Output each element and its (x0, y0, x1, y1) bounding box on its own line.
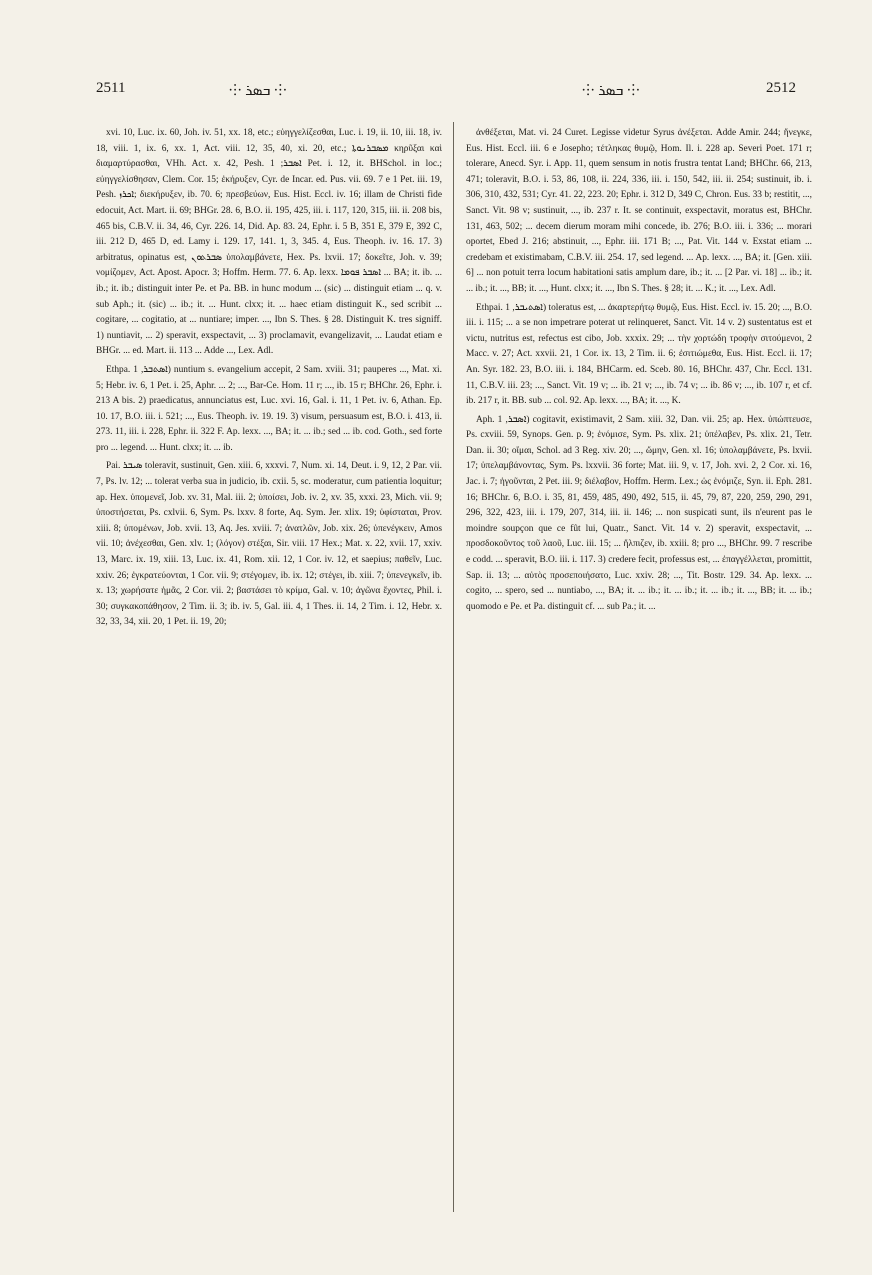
page-number-left: 2511 (96, 80, 126, 96)
page-number-right: 2512 (766, 80, 796, 96)
running-head-left: ⸭ ܒܣܪ ⸭ (229, 83, 287, 99)
column-divider (453, 122, 454, 1212)
entry-paragraph: Ethpai. ܐܣܬܝܒܪ, 1) toleratus est, ... ἀκαρτερήτῳ θυμῷ, Eus. Hist. Eccl. iv. 15. 20; ..., B.O. iii. i. 115; ... a se non impetrare poterat ut relinqueret, Sanct. Vit. 14 v. 2) sustentatus est et victu, nutritus est, refectus est cibo, Job. xxxix. 29; ... τὴν χορτώδη τροφὴν σιτούμενοι, 2 Macc. v. 27; Act. xxvii. 21, 1 Cor. ix. 13, 2 Tim. ii. 6; ἐσιτιώμεθα, Eus. Hist. Eccl. ii. 17; An. Syr. 182. 23, B.O. iii. i. 184, BHCarm. ed. Sceb. 80. 16, BHChr. 437, Chr. Eccl. 131. 11, C.B.V. iii. 23; ..., Sanct. Vit. 19 v; ... ib. 21 v; ..., ib. 74 v; ... ib. 86 v; ..., ib. 107 r, et cf. ib. 217 r, it. BB. sub ... col. 92. Ap. lexx. ..., BA; it. ..., K. (466, 302, 812, 407)
right-column (466, 126, 812, 1214)
entry-paragraph: Ethpa. ܐܣܬܒܪ, 1) nuntium s. evangelium accepit, 2 Sam. xviii. 31; pauperes ..., Mat. xi. 5; Hebr. iv. 6, 1 Pet. i. 25, Aphr. ... 2; ..., Bar-Ce. Hom. 11 r; ..., ib. 15 r; BHChr. 26, Ephr. i. 213 A bis. 2) praedicatus, annunciatus est, Luc. xvi. 16, Gal. i. 11, 1 Pet. iv. 6, Athan. Ep. 10. 17, B.O. iii. i. 521; ..., Eus. Theoph. iv. 19. 19. 3) visum, persuasum est, B.O. i. 413, ii. 273. 11, iii. i. 228, Ephr. ii. 322 F. Ap. lexx. ..., BA; it. ... ib.; sed ... ib. cod. Goth., sed forte pro ... legend. ... Hunt. clxx; it. ... ib. (96, 364, 442, 453)
entry-paragraph: ἀνθέξεται, Mat. vi. 24 Curet. Legisse videtur Syrus ἀνέξεται. Adde Amir. 244; ἤνεγκε, Eus. Hist. Eccl. iii. 6 e Josepho; τέτληκας θυμῷ, Hom. Il. i. 228 ap. Severi Poet. 171 r; tolerare, Anecd. Syr. i. App. 11, quem sensum in notis frustra tentat Land; BHChr. 66, 213, 471; toleravit, B.O. i. 53, 86, 108, ii. 224, 336, iii. i. 150, 542, iii. ii. 254; sustinuit, ib. i. 306, 310, 432, 531; Cyr. 41. 22, 223. 20; Ephr. i. 312 D, 349 C, Chron. Eus. 33 b; restitit, ..., Sanct. Vit. 98 v; sustinuit, ..., ib. 237 r. It. se continuit, exspectavit, moratus est, BHChr. 131, 463, 502; ... decem dierum moram mihi concede, ib. 276; B.O. iii. i. 336; ... morari oportet, Ebed J. 216; abstinuit, ..., Ephr. iii. 171 B; ..., Pat. Vit. 144 v. Exstat etiam ... credebam et existimabam, C.B.V. iii. 254. 17, sed legend. ... Ap. lexx. ..., BA; it. [Gen. xiii. 6] ... non potuit terra locum habitationi satis amplum dare, ib.; it. ... [2 Par. vi. 18] ... ib.; it. ... ib.; it. ..., BB; it. ..., Hunt. clxx; it. ..., Ibn S. Thes. § 28; it. ... K.; it. ..., Lex. Adl. (466, 128, 812, 294)
page-header (96, 80, 796, 104)
entry-paragraph: xvi. 10, Luc. ix. 60, Joh. iv. 51, xx. 18, etc.; εὐηγγελίζεσθαι, Luc. i. 19, ii. 10, iii. 18, iv. 18, viii. 1, ix. 6, xx. 1, Act. viii. 12, 35, 40, xi. 20, etc.; ܡܣܒܪܢܘܬܐ κηρῦξαι καὶ διαμαρτύρασθαι, VHh. Act. x. 42, Pesh. ܐܣܒܪ; 1 Pet. i. 12, it. BHSchol. in loc.; εὐηγγελίσθησαν, Clem. Cor. 15; ἐκήρυξεν, Cyr. de Incar. ed. Pus. vii. 69. 7 e 1 Pet. iii. 19, Pesh. ܐܟܪܙ; διεκήρυξεν, ib. 70. 6; πρεσβεύων, Eus. Hist. Eccl. iv. 16; illam de Christi fide edocuit, Act. Mart. ii. 69; BHGr. 28. 6, B.O. ii. 195, 425, iii. i. 117, 120, 315, iii. ii. 208 bis, 465 bis, C.B.V. ii. 34, 46, Cyr. 226. 14, Did. Ap. 83. 24, Ephr. i. 5 B, 351 E, 379 E, 392 C, iii. 212 D, 465 D, ed. Lamy i. 129. 17, 141. 1, 3, 345. 4, Eus. Theoph. iv. 16. 17. 3) arbitratus, opinatus est, ܣܒܪܬܘܢ ὑπολαμβάνετε, Hex. Ps. lxvii. 17; δοκεῖτε, Joh. v. 39; νομίζομεν, Act. Apost. Apocr. 3; Hoffm. Herm. 77. 6. Ap. lexx. ܐܣܒܪ ܦܘܡܐ ... BA; it. ib. ... ib.; it. ib.; distinguit inter Pe. et Pa. BB. in hunc modum ... (sic) ... distinguit etiam ... q. v. sub Aph.; it. (sic) ... ib.; it. ... Hunt. clxx; it. ... haec etiam distinguit K., sed scribit ... cogitare, ... cogitatio, at ... nuntiare; imper. ..., Ibn S. Thes. § 28. Distinguit K. tres signiff. 1) nuntiavit, ... 2) speravit, exspectavit, ... 3) proclamavit, evangelizavit, ... Laudat etiam e BHGr. ... ed. Mart. ii. 113 ... Adde ..., Lex. Adl. (96, 128, 442, 357)
entry-paragraph: Aph. ܐܣܒܪ, 1) cogitavit, existimavit, 2 Sam. xiii. 32, Dan. vii. 25; ap. Hex. ὑπώπτευσε, Ps. cxviii. 59, Synops. Gen. p. 9; ἐνόμισε, Sym. Ps. xlix. 21; ὑπέλαβεν, Ps. xlix. 21, Tetr. Dan. ii. 30; οἴμαι, Schol. ad 3 Reg. xiv. 20; ..., ὤμην, Gen. xl. 16; ὑπολαμβάνετε, Ps. lxvii. 17; ὑπελαμβάνοντας, Sym. Ps. lxxvii. 36 forte; Mat. iii. 9, v. 17, Joh. xvi. 2, 2 Cor. xi. 16, Jac. i. 7; ἡγοῦνται, 2 Pet. iii. 9; διέλαβον, Hoffm. Herm. Lex.; ὡς ἐνόμιζε, Syn. ii. Eph. 281. 16; BHChr. 6, B.O. i. 35, 81, 459, 485, 490, 492, 515, ii. 45, 79, 87, 220, 259, 290, 291, 296, 322, 423, iii. i. 179, 207, 314, iii. ii. 146; ... non suspicati sunt, ils n'eurent pas le moindre soupçon que ce fût lui, Quatr., Sanct. Vit. 14 v. 2) speravit, exspectavit, ... προσδοκοῦντος τοῦ λαοῦ, Luc. iii. 15; ... ἤλπιζεν, ib. xxiii. 8; pro ..., BHChr. 99. 7 rescribe e codd. ... speravit, B.O. iii. i. 117. 3) credere fecit, professus est, ... ἐπαγγέλλεται, promittit, Sap. ii. 13; ... αὐτὸς προσεποιήσατο, Luc. xxiv. 28; ..., Tit. Bostr. 129. 34. Ap. lexx. ... cogito, ... spero, sed ... nuntiabo, ..., BA; it. ... ib.; it. ... ib.; it. ... ib.; it. ..., BB; it. ... ib.; quomodo e Pe. et Pa. distinguit cf. ... sub Pa.; it. ... (466, 414, 812, 612)
left-column (96, 126, 442, 1214)
running-head-right: ⸭ ܒܣܪ ⸭ (582, 83, 640, 99)
entry-paragraph: Pai. ܣܝܒܪ toleravit, sustinuit, Gen. xiii. 6, xxxvi. 7, Num. xi. 14, Deut. i. 9, 12, 2 Par. vii. 7, Ps. lv. 12; ... tolerat verba sua in judicio, ib. cxii. 5, sc. moderatur, cum patientia loquitur; ap. Hex. ὑπομενεῖ, Job. xv. 31, Mal. iii. 2; ὑποίσει, Job. iv. 2, xv. 35, xxxi. 23, Mich. vii. 9; ὑποστήσεται, Ps. cxlvii. 6, Sym. Ps. lxxv. 8 forte, Aq. Sym. Jer. xlix. 19; ὑφίσταται, Prov. xiii. 8; ὑπομένων, Job. xvii. 13, Aq. Jes. xviii. 7; ἀνατλῶν, Job. xix. 26; ὑπενέγκειν, Amos vii. 10; ἀνέχεσθαι, Gen. xlv. 1; (λόγον) στέξαι, Sir. viii. 17 Hex.; Mat. x. 22, xvii. 17, xxiv. 13, Marc. ix. 19, xiii. 13, Luc. ix. 41, Rom. xii. 12, 1 Cor. iv. 12, et saepius; παθεῖν, Luc. xxiv. 26; ἐγκρατεύονται, 1 Cor. vii. 9; στέγομεν, ib. ix. 12; στέγει, ib. xiii. 7; ὑπενεγκεῖν, ib. x. 13; χωρήσατε ἡμᾶς, 2 Cor. vii. 2; βαστάσει τὸ κρίμα, Gal. v. 10; ἀγῶνα ἔχοντες, Phil. i. 30; συγκακοπάθησον, 2 Tim. ii. 3; ib. iv. 5, Gal. iii. 4, 1 Thes. ii. 14, 2 Tim. i. 12, Hebr. x. 32, 33, 34, xii. 20, 1 Pet. ii. 19, 20; (96, 461, 442, 628)
